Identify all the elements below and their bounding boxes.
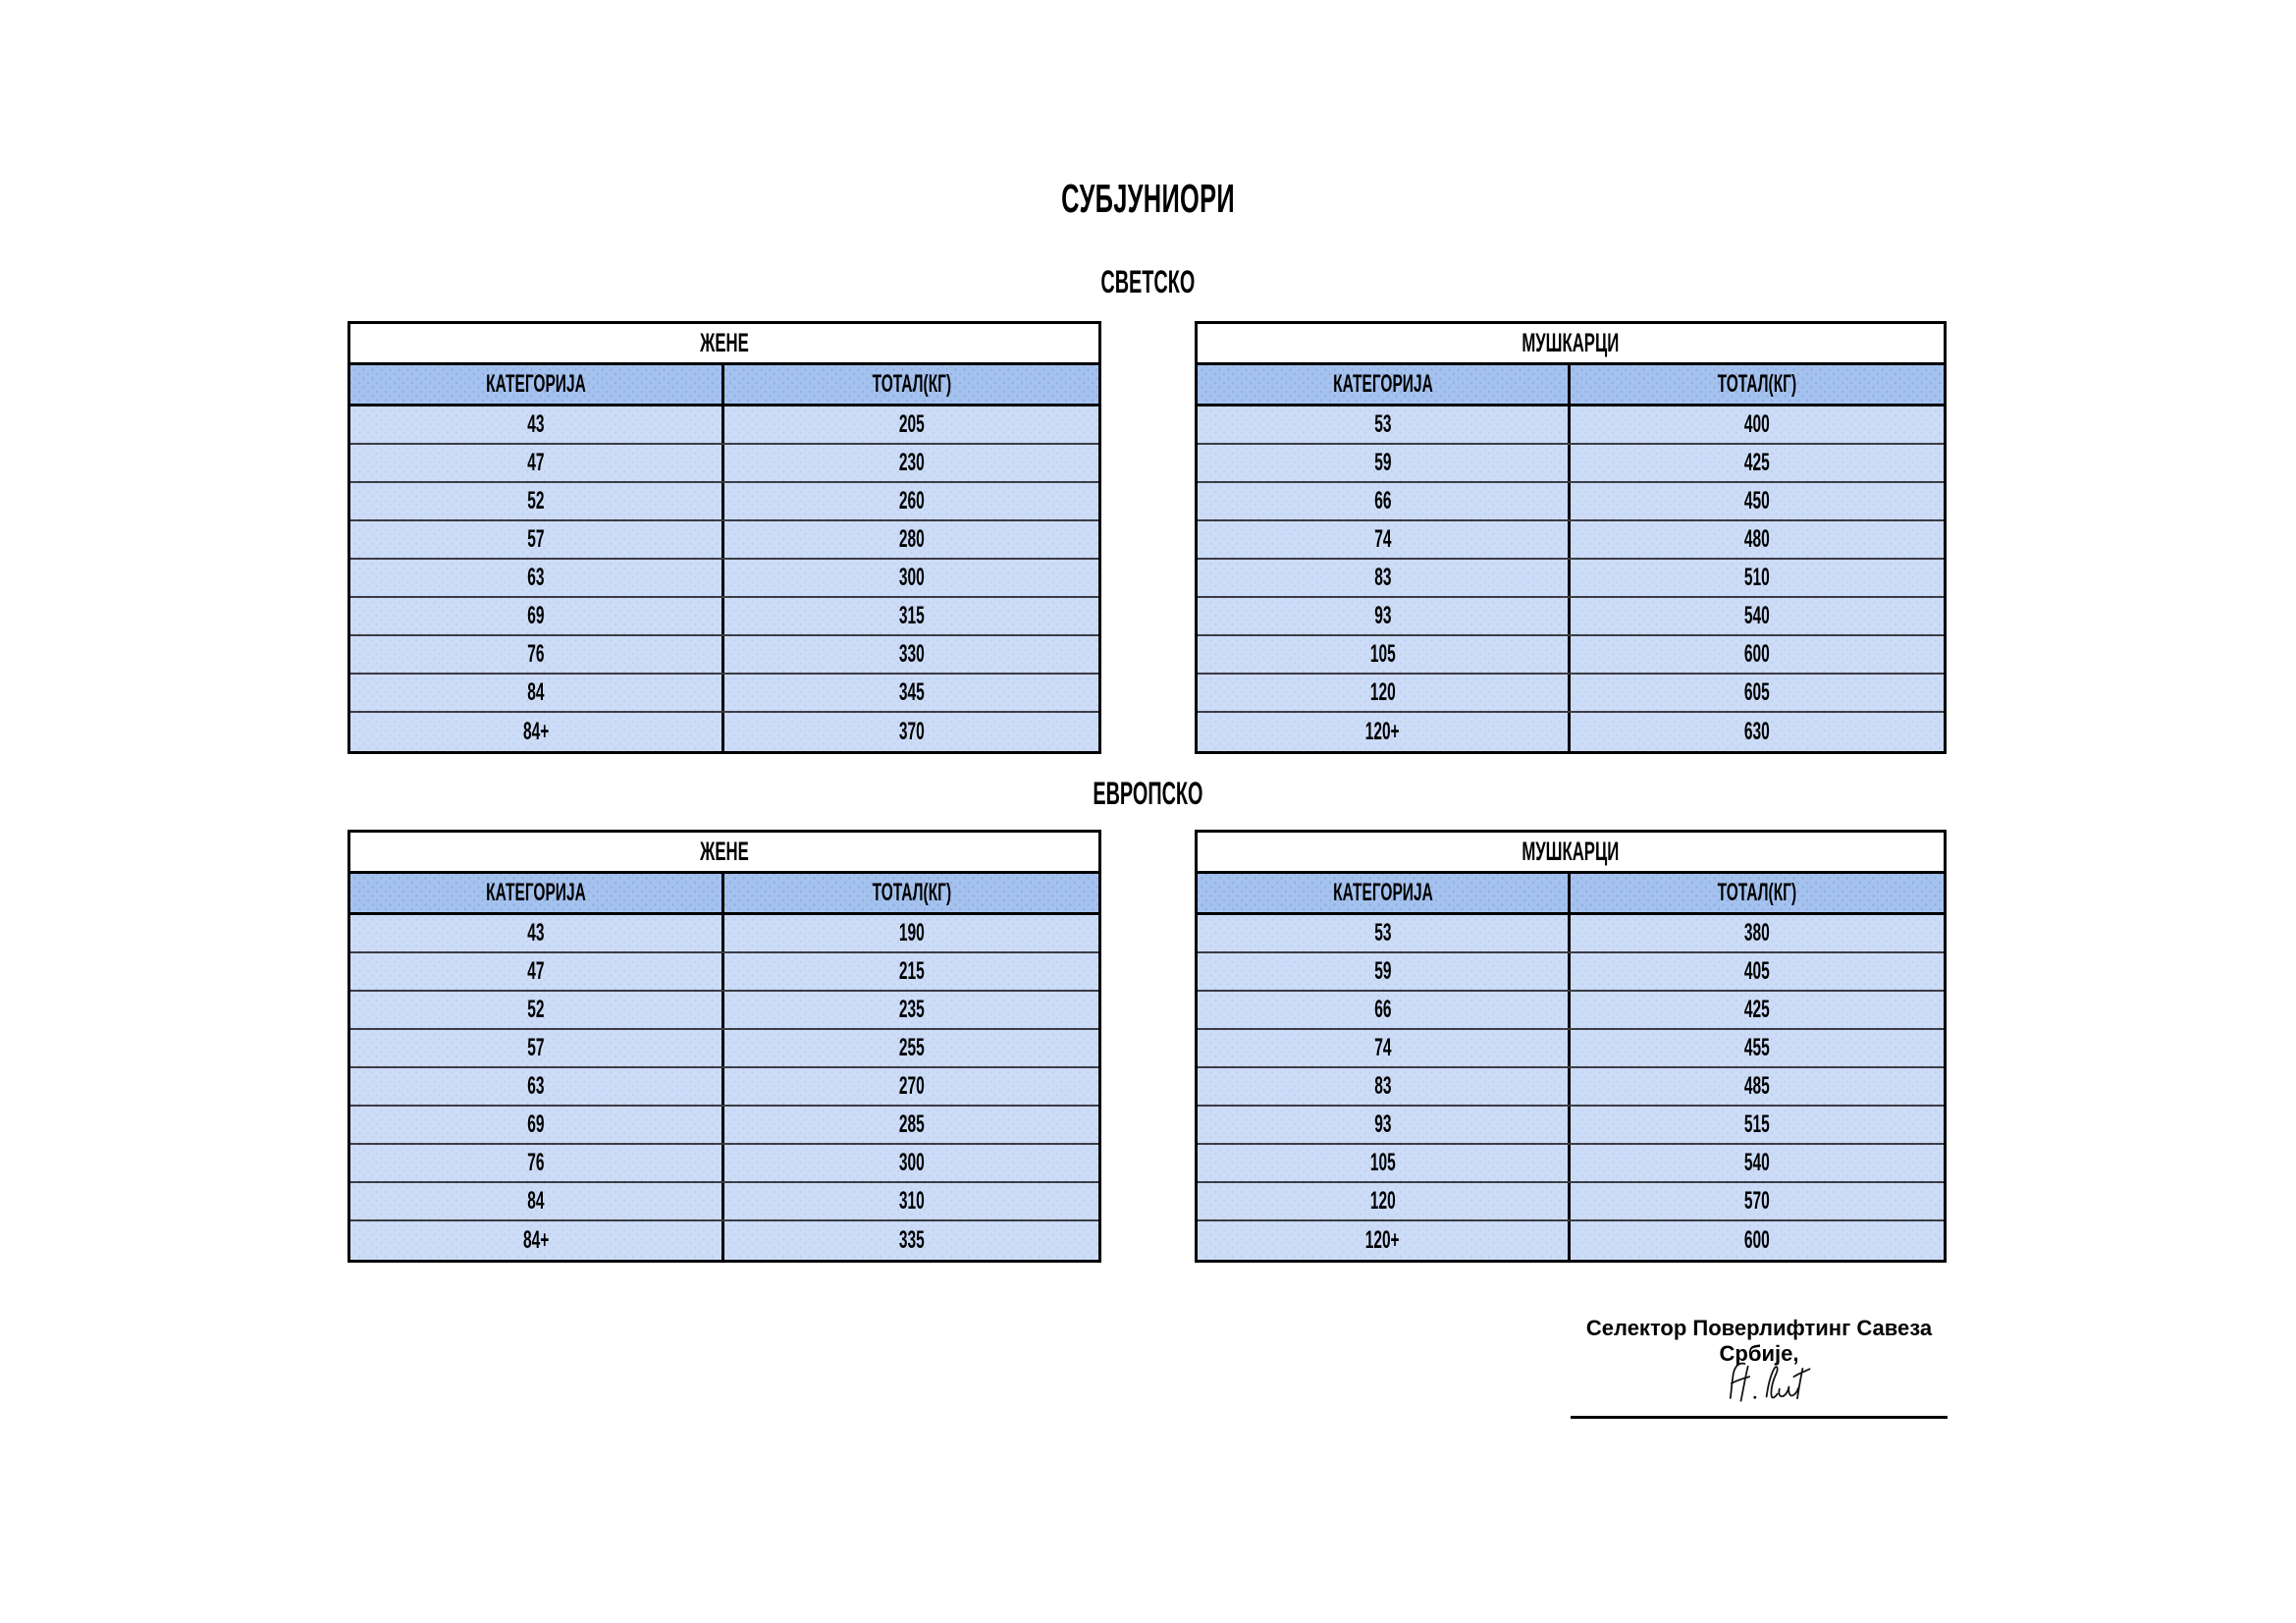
column-header-total: ТОТАЛ(КГ)	[872, 370, 951, 398]
cell-category: 74	[1198, 521, 1571, 558]
column-header-category: КАТЕГОРИЈА	[1198, 874, 1571, 912]
cell-category: 84	[350, 1183, 724, 1219]
table-row	[1198, 445, 1944, 483]
table-row	[350, 1030, 1098, 1068]
table-row	[1198, 675, 1944, 713]
table-row	[1198, 1030, 1944, 1068]
table-world-men	[1195, 321, 1947, 754]
table-row	[1198, 992, 1944, 1030]
cell-category: 76	[350, 1145, 724, 1181]
column-header-category: КАТЕГОРИЈА	[350, 874, 724, 912]
cell-category: 43	[350, 406, 724, 443]
cell-category: 74	[1198, 1030, 1571, 1066]
cell-category: 84+	[350, 1221, 724, 1260]
cell-total: 600	[1744, 640, 1770, 668]
cell-category: 83	[1198, 1068, 1571, 1105]
cell-total: 230	[898, 449, 925, 476]
cell-category: 47	[350, 445, 724, 481]
cell-total: 285	[898, 1110, 925, 1138]
table-title: ЖЕНЕ	[350, 324, 1098, 365]
cell-total: 405	[1744, 957, 1770, 985]
table-row	[1198, 1221, 1944, 1260]
cell-total: 600	[1744, 1226, 1770, 1254]
table-european-men	[1195, 830, 1947, 1263]
cell-total: 280	[898, 525, 925, 553]
cell-total: 570	[1744, 1187, 1770, 1215]
cell-total: 300	[898, 1149, 925, 1176]
table-header-row	[1198, 874, 1944, 915]
table-row	[350, 1183, 1098, 1221]
cell-category: 57	[350, 521, 724, 558]
cell-category: 57	[350, 1030, 724, 1066]
table-row	[350, 406, 1098, 445]
cell-total: 345	[898, 678, 925, 706]
table-row	[350, 713, 1098, 751]
cell-category: 84+	[350, 713, 724, 751]
cell-category: 66	[1198, 992, 1571, 1028]
cell-total: 270	[898, 1072, 925, 1100]
table-row	[350, 953, 1098, 992]
table-title: МУШКАРЦИ	[1198, 324, 1944, 365]
section-heading-world: СВЕТСКО	[1100, 264, 1196, 299]
table-row	[1198, 1145, 1944, 1183]
cell-total: 315	[898, 602, 925, 629]
table-row	[350, 992, 1098, 1030]
cell-category: 120	[1198, 675, 1571, 711]
table-row	[350, 1145, 1098, 1183]
table-world-women	[347, 321, 1101, 754]
cell-category: 59	[1198, 445, 1571, 481]
table-title: ЖЕНЕ	[350, 833, 1098, 874]
cell-category: 69	[350, 1107, 724, 1143]
table-row	[1198, 636, 1944, 675]
column-header-total: ТОТАЛ(КГ)	[1717, 370, 1797, 398]
table-row	[1198, 560, 1944, 598]
table-row	[1198, 483, 1944, 521]
table-row	[1198, 1107, 1944, 1145]
table-row	[350, 1107, 1098, 1145]
cell-category: 120+	[1198, 1221, 1571, 1260]
table-row	[350, 636, 1098, 675]
table-header-row	[350, 874, 1098, 915]
cell-total: 190	[898, 919, 925, 947]
cell-total: 400	[1744, 410, 1770, 438]
cell-total: 605	[1744, 678, 1770, 706]
table-header-row	[350, 365, 1098, 406]
table-header-row	[1198, 365, 1944, 406]
table-row	[1198, 521, 1944, 560]
cell-total: 370	[898, 718, 925, 745]
cell-category: 93	[1198, 598, 1571, 634]
cell-category: 63	[350, 1068, 724, 1105]
cell-total: 300	[898, 564, 925, 591]
table-european-women	[347, 830, 1101, 1263]
table-row	[350, 675, 1098, 713]
cell-category: 76	[350, 636, 724, 673]
table-row	[350, 598, 1098, 636]
cell-category: 53	[1198, 915, 1571, 951]
cell-total: 515	[1744, 1110, 1770, 1138]
cell-category: 120+	[1198, 713, 1571, 751]
signature-line	[1571, 1416, 1948, 1419]
signature-label: Селектор Поверлифтинг Савеза Србије,	[1585, 1316, 1933, 1367]
cell-category: 83	[1198, 560, 1571, 596]
column-header-total: ТОТАЛ(КГ)	[1717, 879, 1797, 906]
cell-category: 47	[350, 953, 724, 990]
cell-total: 630	[1744, 718, 1770, 745]
cell-total: 205	[898, 410, 925, 438]
cell-category: 66	[1198, 483, 1571, 519]
cell-total: 380	[1744, 919, 1770, 947]
cell-total: 235	[898, 996, 925, 1023]
table-row	[1198, 915, 1944, 953]
cell-total: 330	[898, 640, 925, 668]
table-row	[350, 560, 1098, 598]
cell-total: 335	[898, 1226, 925, 1254]
table-row	[1198, 1183, 1944, 1221]
cell-total: 455	[1744, 1034, 1770, 1061]
cell-total: 450	[1744, 487, 1770, 514]
cell-category: 84	[350, 675, 724, 711]
cell-total: 215	[898, 957, 925, 985]
table-title: МУШКАРЦИ	[1198, 833, 1944, 874]
cell-category: 52	[350, 483, 724, 519]
table-row	[1198, 598, 1944, 636]
cell-category: 120	[1198, 1183, 1571, 1219]
cell-total: 480	[1744, 525, 1770, 553]
table-row	[350, 1221, 1098, 1260]
table-row	[350, 445, 1098, 483]
cell-total: 540	[1744, 1149, 1770, 1176]
cell-total: 485	[1744, 1072, 1770, 1100]
cell-total: 425	[1744, 449, 1770, 476]
cell-total: 510	[1744, 564, 1770, 591]
table-row	[350, 483, 1098, 521]
cell-total: 255	[898, 1034, 925, 1061]
table-row	[1198, 713, 1944, 751]
page-title	[0, 177, 2296, 221]
cell-category: 53	[1198, 406, 1571, 443]
table-row	[1198, 406, 1944, 445]
cell-total: 540	[1744, 602, 1770, 629]
cell-category: 69	[350, 598, 724, 634]
table-row	[350, 1068, 1098, 1107]
table-row	[350, 915, 1098, 953]
cell-category: 63	[350, 560, 724, 596]
page-title-text: СУБЈУНИОРИ	[1061, 176, 1235, 221]
column-header-total: ТОТАЛ(КГ)	[872, 879, 951, 906]
cell-total: 260	[898, 487, 925, 514]
cell-category: 93	[1198, 1107, 1571, 1143]
cell-total: 425	[1744, 996, 1770, 1023]
table-row	[350, 521, 1098, 560]
column-header-category: КАТЕГОРИЈА	[1198, 365, 1571, 404]
cell-category: 105	[1198, 636, 1571, 673]
table-row	[1198, 953, 1944, 992]
cell-total: 310	[898, 1187, 925, 1215]
table-row	[1198, 1068, 1944, 1107]
cell-category: 105	[1198, 1145, 1571, 1181]
cell-category: 43	[350, 915, 724, 951]
section-heading-european: ЕВРОПСКО	[1093, 776, 1203, 811]
column-header-category: КАТЕГОРИЈА	[350, 365, 724, 404]
cell-category: 59	[1198, 953, 1571, 990]
cell-category: 52	[350, 992, 724, 1028]
signature-handwriting-icon	[1714, 1357, 1812, 1412]
